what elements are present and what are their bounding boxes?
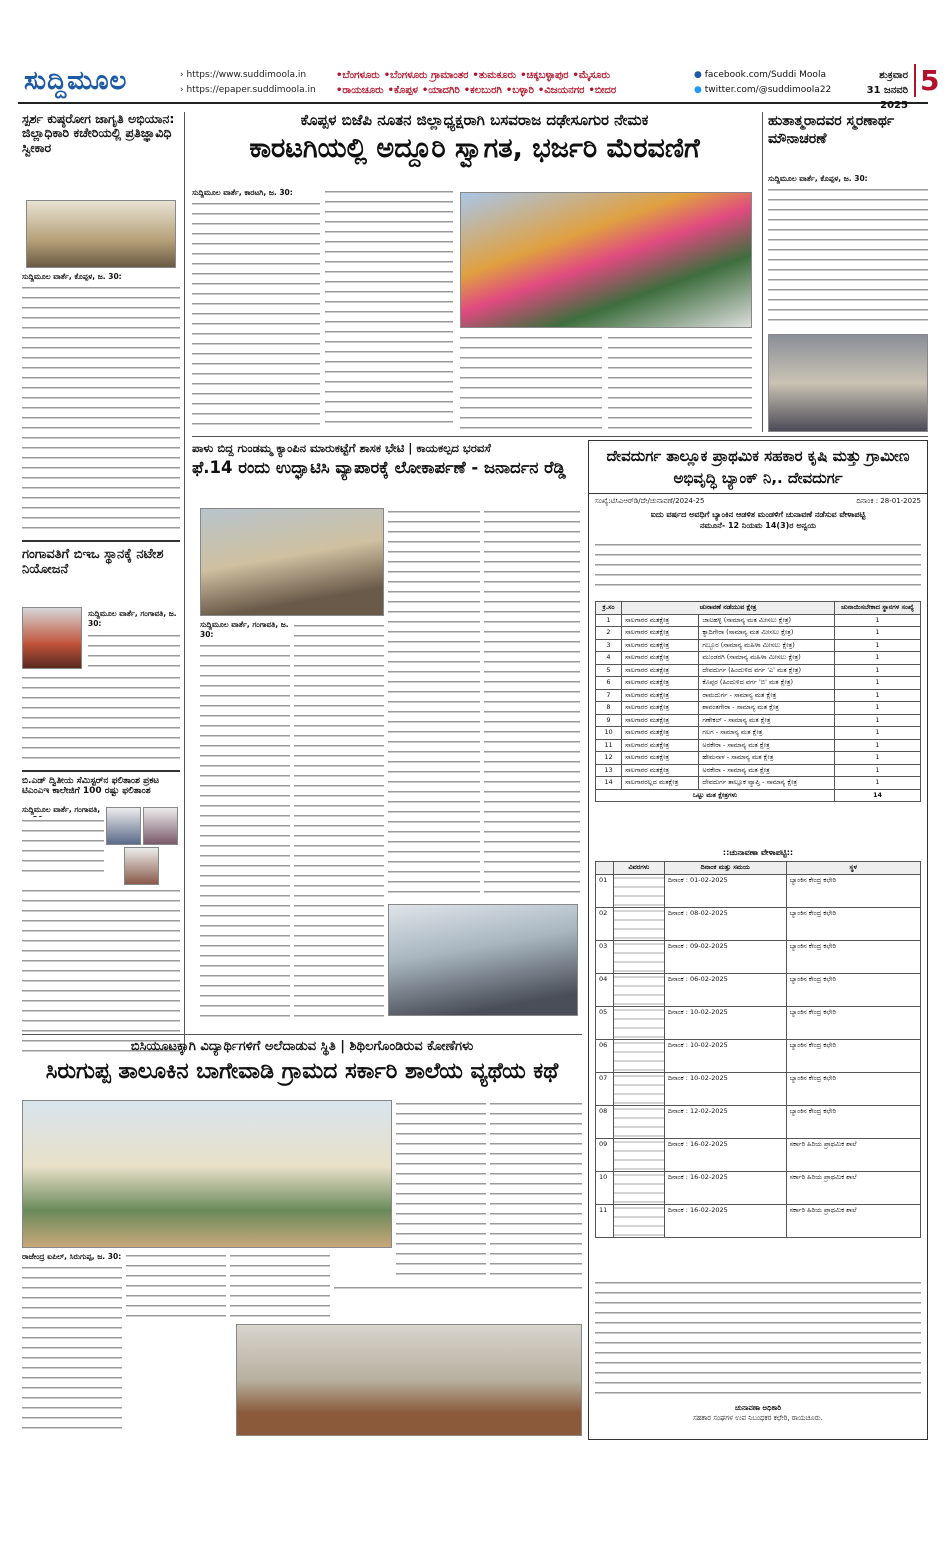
table-row — [596, 764, 921, 777]
total-value: 14 — [835, 789, 921, 802]
table-row — [596, 940, 921, 973]
table-cell: ಸರ್ಕಾರಿ ಹಿರಿಯ ಪ್ರಾಥಮಿಕ ಶಾಲೆ — [786, 1171, 920, 1204]
table-cell: ಸಾಲಗಾರರಲ್ಲದ ಮತಕ್ಷೇತ್ರ — [622, 777, 699, 790]
table-row — [596, 702, 921, 715]
table-cell: 1 — [835, 752, 921, 765]
table-cell: 11 — [596, 739, 622, 752]
middle-kicker[interactable]: ಪಾಳು ಬಿದ್ದ ಗುಂಡಮ್ಮ ಕ್ಯಾಂಪಿನ ಮಾರುಕಟ್ಟೆಗೆ ಶಾಸಕ ಭೇಟಿ | ಕಾಯಕಲ್ಪದ ಭರವಸೆ — [192, 442, 491, 455]
table-cell: 13 — [596, 764, 622, 777]
table-cell: ಸಾಲಗಾರರ ಮತಕ್ಷೇತ್ರ — [622, 739, 699, 752]
table-row — [596, 714, 921, 727]
table-header: ದಿನಾಂಕ ಮತ್ತು ಸಮಯ — [664, 862, 786, 875]
table-cell: ಗಣೇಕಲ್ - ಸಾಮಾನ್ಯ ಮತ ಕ್ಷೇತ್ರ — [699, 714, 835, 727]
table-cell: 09 — [596, 1138, 614, 1171]
table-cell: 1 — [835, 777, 921, 790]
story-body — [230, 1252, 330, 1322]
column-divider — [762, 112, 763, 432]
table-cell: ಜಾಲಹಳ್ಳಿ (ಸಾಮಾನ್ಯ ಮತ ಮೀಸಲು ಕ್ಷೇತ್ರ) — [699, 614, 835, 627]
notice-date: ದಿನಾಂಕ : 28-01-2025 — [856, 497, 921, 505]
story-body — [126, 1252, 226, 1322]
table-cell: ಸಾಲಗಾರರ ಮತಕ್ಷೇತ್ರ — [622, 627, 699, 640]
middle-headline[interactable]: ಫೆ.14 ರಂದು ಉದ್ಘಾಟಿಸಿ ವ್ಯಾಪಾರಕ್ಕೆ ಲೋಕಾರ್ಪಣೆ - ಜನಾರ್ದನ ರೆಡ್ಡಿ — [192, 458, 566, 478]
table-cell: ದಿನಾಂಕ : 10-02-2025 — [664, 1072, 786, 1105]
table-cell: ಬ್ಯಾಂಕಿನ ಕೇಂದ್ರ ಕಛೇರಿ — [786, 1006, 920, 1039]
column-divider — [184, 112, 185, 1052]
table-row — [596, 727, 921, 740]
table-cell: 1 — [835, 702, 921, 715]
facebook-icon: ● — [694, 70, 702, 80]
bottom-story — [22, 1040, 582, 1440]
table-cell: ದಿನಾಂಕ : 06-02-2025 — [664, 973, 786, 1006]
table-row — [596, 1171, 921, 1204]
signature-place: ಸಹಕಾರ ಸಂಘಗಳ ಉಪ ನಿಬಂಧಕರ ಕಛೇರಿ, ರಾಯಚೂರು. — [693, 1414, 823, 1422]
table-cell: 10 — [596, 727, 622, 740]
table-cell: 1 — [835, 764, 921, 777]
table-row — [596, 689, 921, 702]
table-cell: ಸಾಲಗಾರರ ಮತಕ್ಷೇತ್ರ — [622, 689, 699, 702]
market-inspection-photo[interactable] — [388, 904, 578, 1016]
table-row — [596, 752, 921, 765]
table-row — [596, 874, 921, 907]
table-cell: 1 — [835, 727, 921, 740]
table-header: ವಿವರಗಳು — [614, 862, 665, 875]
notice-ref: ಸಂಖ್ಯೆ:ಟಿಸಿಎಆರ್‌ಡಿ/ದೇ/ಚುನಾವಣೆ/2024-25 — [595, 497, 705, 505]
constituency-table — [595, 601, 921, 802]
election-notice — [588, 440, 928, 1440]
story-title[interactable]: ಹುತಾತ್ಮರಾದವರ ಸ್ಮರಣಾರ್ಥ ಮೌನಾಚರಣೆ — [768, 113, 895, 148]
table-cell: 11 — [596, 1204, 614, 1237]
section-divider — [22, 1034, 582, 1035]
table-cell: ಶಾವಂತಗೇರಾ - ಸಾಮಾನ್ಯ ಮತ ಕ್ಷೇತ್ರ — [699, 702, 835, 715]
table-cell: 07 — [596, 1072, 614, 1105]
table-cell: 1 — [835, 689, 921, 702]
table-header: ಚುನಾಯಿಸಬೇಕಾದ ಸ್ಥಾನಗಳ ಸಂಖ್ಯೆ — [835, 602, 921, 615]
table-cell: 1 — [835, 652, 921, 665]
table-cell: ಸಾಲಗಾರರ ಮತಕ್ಷೇತ್ರ — [622, 664, 699, 677]
table-row — [596, 1072, 921, 1105]
table-cell: 1 — [835, 677, 921, 690]
table-cell: 02 — [596, 907, 614, 940]
issue-date — [838, 68, 908, 113]
story-body — [325, 188, 453, 430]
twitter-icon: ● — [694, 85, 702, 95]
table-cell — [614, 1204, 665, 1237]
table-cell: 1 — [596, 614, 622, 627]
table-cell: 1 — [835, 639, 921, 652]
table-cell: 06 — [596, 1039, 614, 1072]
city-edition-link[interactable]: •ಯಾದಗಿರಿ — [421, 85, 460, 96]
signature-role: ಚುನಾವಣಾ ಅಧಿಕಾರಿ — [734, 1404, 782, 1412]
story-byline: ಸುದ್ದಿಮೂಲ ವಾರ್ತೆ, ಗಂಗಾವತಿ, — [22, 805, 101, 814]
table-row — [596, 627, 921, 640]
lead-kicker[interactable]: ಕೊಪ್ಪಳ ಬಿಜೆಪಿ ನೂತನ ಜಿಲ್ಲಾಧ್ಯಕ್ಷರಾಗಿ ಬಸವರಾಜ ದಢೇಸೂಗುರ ನೇಮಕ — [300, 112, 649, 129]
page-number: 5 — [914, 64, 939, 97]
table-cell: ಸಾಲಗಾರರ ಮತಕ್ಷೇತ್ರ — [622, 677, 699, 690]
table-cell — [614, 973, 665, 1006]
table-cell: 9 — [596, 714, 622, 727]
table-cell: 1 — [835, 739, 921, 752]
procession-photo[interactable] — [460, 192, 752, 328]
table-cell — [614, 1006, 665, 1039]
city-edition-link[interactable]: •ಬೆಂಗಳೂರು — [336, 70, 380, 81]
notice-signature — [593, 1403, 923, 1423]
table-cell: 2 — [596, 627, 622, 640]
story-byline: ರಾಜೇಂದ್ರ ಐಪಿಲ್, ಸಿರುಗುಪ್ಪ, ಜ. 30: — [22, 1252, 122, 1261]
tribute-photo[interactable] — [768, 334, 928, 432]
city-edition-link[interactable]: •ಕಲಬುರಗಿ — [463, 85, 502, 96]
table-cell: ಸಾಲಗಾರರ ಮತಕ್ಷೇತ್ರ — [622, 652, 699, 665]
twitter-link[interactable]: twitter.com/@suddimoola22 — [704, 85, 832, 95]
city-editions — [336, 68, 686, 98]
table-cell: ದೇವದುರ್ಗ (ಹಿಂದುಳಿದ ವರ್ಗ 'ಎ' ಮತ ಕ್ಷೇತ್ರ) — [699, 664, 835, 677]
lead-headline[interactable]: ಕಾರಟಗಿಯಲ್ಲಿ ಅದ್ದೂರಿ ಸ್ವಾಗತ, ಭರ್ಜರಿ ಮೆರವಣಿಗೆ — [249, 133, 700, 165]
table-cell: ಬ್ಯಾಂಕಿನ ಕೇಂದ್ರ ಕಛೇರಿ — [786, 1105, 920, 1138]
section-divider — [192, 436, 928, 437]
table-cell: 01 — [596, 874, 614, 907]
issue-date-text: 31 ಜನವರಿ 2025 — [866, 85, 908, 111]
story-byline: ಸುದ್ದಿಮೂಲ ವಾರ್ತೆ, ಗಂಗಾವತಿ, ಜ. 30: — [200, 620, 289, 639]
table-cell: 05 — [596, 1006, 614, 1039]
story-body — [88, 632, 180, 672]
notice-footnotes — [595, 1279, 921, 1397]
table-cell — [614, 940, 665, 973]
issue-day: ಶುಕ್ರವಾರ — [879, 70, 908, 81]
table-cell: ಗಲಗ - ಸಾಮಾನ್ಯ ಮತ ಕ್ಷೇತ್ರ — [699, 727, 835, 740]
story-body — [22, 1264, 122, 1436]
table-row — [596, 639, 921, 652]
table-cell: 03 — [596, 940, 614, 973]
student-photo[interactable] — [143, 807, 178, 845]
facebook-link[interactable]: facebook.com/Suddi Moola — [704, 70, 826, 80]
story-body — [22, 817, 104, 877]
story-body — [22, 284, 180, 532]
table-cell: ದಿನಾಂಕ : 16-02-2025 — [664, 1171, 786, 1204]
table-cell: ಸಾಲಗಾರರ ಮತಕ್ಷೇತ್ರ — [622, 714, 699, 727]
schedule-table — [595, 861, 921, 1238]
table-cell: ಸಾಲಗಾರರ ಮತಕ್ಷೇತ್ರ — [622, 639, 699, 652]
table-cell: ಬ್ಯಾಂಕಿನ ಕೇಂದ್ರ ಕಛೇರಿ — [786, 907, 920, 940]
table-cell: ಬ್ಯಾಂಕಿನ ಕೇಂದ್ರ ಕಛೇರಿ — [786, 940, 920, 973]
person-photo[interactable] — [22, 607, 82, 669]
table-cell: 14 — [596, 777, 622, 790]
market-visit-photo[interactable] — [200, 508, 384, 616]
story-body — [768, 186, 928, 326]
table-cell: ದಿನಾಂಕ : 10-02-2025 — [664, 1006, 786, 1039]
story-body — [484, 508, 580, 900]
story-body — [334, 1284, 582, 1296]
story-title[interactable]: ಗಂಗಾವತಿಗೆ ಬಿಇಒ ಸ್ಥಾನಕ್ಕೆ ನಟೇಶ ನಿಯೋಜನೆ — [22, 540, 180, 578]
city-edition-link[interactable]: •ಬಳ್ಳಾರಿ — [505, 85, 534, 96]
story-byline: ಸುದ್ದಿಮೂಲ ವಾರ್ತೆ, ಕೊಪ್ಪಳ, ಜ. 30: — [22, 272, 122, 281]
table-cell: ಸಾಲಗಾರರ ಮತಕ್ಷೇತ್ರ — [622, 764, 699, 777]
table-row — [596, 1006, 921, 1039]
table-cell: ಬ್ಯಾಂಕಿನ ಕೇಂದ್ರ ಕಛೇರಿ — [786, 1039, 920, 1072]
table-header: ಚುನಾವಣೆ ನಡೆಯುವ ಕ್ಷೇತ್ರ — [622, 602, 835, 615]
social-links — [694, 68, 831, 98]
story-byline: ಸುದ್ದಿಮೂಲ ವಾರ್ತೆ, ಕೊಪ್ಪಳ, ಜ. 30: — [768, 174, 868, 183]
table-cell: ಕ್ಯಾದಿಗೇರಾ (ಸಾಮಾನ್ಯ ಮತ ಮೀಸಲು ಕ್ಷೇತ್ರ) — [699, 627, 835, 640]
story-body — [22, 674, 180, 766]
table-cell: 7 — [596, 689, 622, 702]
story-body — [396, 1100, 486, 1278]
table-cell: 4 — [596, 652, 622, 665]
newspaper-logo[interactable]: ಸುದ್ದಿಮೂಲ — [24, 66, 128, 96]
table-cell — [614, 1171, 665, 1204]
notice-subtitle: ಐದು ವರ್ಷದ ಅವಧಿಗೆ ಬ್ಯಾಂಕಿನ ಆಡಳಿತ ಮಂಡಳಿಗೆ ಚುನಾವಣೆ ನಡೆಸುವ ವೇಳಾಪಟ್ಟಿ — [650, 510, 866, 519]
story-body — [22, 887, 180, 1055]
masthead — [18, 62, 940, 111]
table-row — [596, 739, 921, 752]
left-column — [22, 112, 180, 1122]
city-edition-link[interactable]: •ಬೀದರ — [588, 85, 617, 96]
table-cell: 1 — [835, 714, 921, 727]
table-cell: ಅರಕೇರಾ - ಸಾಮಾನ್ಯ ಮತ ಕ್ಷೇತ್ರ — [699, 764, 835, 777]
story-body — [608, 334, 752, 430]
table-cell: 04 — [596, 973, 614, 1006]
city-edition-link[interactable]: •ರಾಯಚೂರು — [336, 85, 384, 96]
table-header: ಕ್ರ.ಸಂ — [596, 602, 622, 615]
city-edition-link[interactable]: •ಕೊಪ್ಪಳ — [387, 85, 418, 96]
middle-story — [192, 442, 582, 1032]
table-row — [596, 777, 921, 790]
table-cell: 3 — [596, 639, 622, 652]
table-row — [596, 1039, 921, 1072]
table-cell: ಬ್ಯಾಂಕಿನ ಕೇಂದ್ರ ಕಛೇರಿ — [786, 973, 920, 1006]
table-header — [596, 862, 614, 875]
table-cell: ಸಾಲಗಾರರ ಮತಕ್ಷೇತ್ರ — [622, 752, 699, 765]
table-cell: ಸಾಲಗಾರರ ಮತಕ್ಷೇತ್ರ — [622, 727, 699, 740]
table-cell — [614, 1039, 665, 1072]
lead-story — [192, 112, 757, 432]
story-body — [294, 622, 384, 1022]
right-story — [768, 112, 928, 432]
city-edition-link[interactable]: •ವಿಜಯನಗರ — [537, 85, 585, 96]
table-cell: ಬ್ಯಾಂಕಿನ ಕೇಂದ್ರ ಕಛೇರಿ — [786, 874, 920, 907]
table-cell — [614, 907, 665, 940]
table-cell: ರಾಮದುರ್ಗ - ಸಾಮಾನ್ಯ ಮತ ಕ್ಷೇತ್ರ — [699, 689, 835, 702]
table-cell: ಮುಂಡರಗಿ (ಸಾಮಾನ್ಯ ಮಹಿಳಾ ಮೀಸಲು ಕ್ಷೇತ್ರ) — [699, 652, 835, 665]
table-row — [596, 1204, 921, 1237]
bottom-headline[interactable]: ಸಿರುಗುಪ್ಪ ತಾಲೂಕಿನ ಬಾಗೇವಾಡಿ ಗ್ರಾಮದ ಸರ್ಕಾರಿ ಶಾಲೆಯ ವ್ಯಥೆಯ ಕಥೆ — [45, 1058, 559, 1084]
student-photo[interactable] — [124, 847, 159, 885]
notice-body — [595, 541, 921, 593]
table-row — [596, 1105, 921, 1138]
table-cell: ದಿನಾಂಕ : 08-02-2025 — [664, 907, 786, 940]
table-cell: ಬ್ಯಾಂಕಿನ ಕೇಂದ್ರ ಕಛೇರಿ — [786, 1072, 920, 1105]
table-row — [596, 614, 921, 627]
table-cell: ದಿನಾಂಕ : 16-02-2025 — [664, 1138, 786, 1171]
table-cell — [614, 1072, 665, 1105]
table-row — [596, 652, 921, 665]
story-body — [460, 334, 602, 430]
table-cell — [614, 874, 665, 907]
website-links: › https://www.suddimoola.in › https://epaper.suddimoola.in — [180, 70, 316, 95]
table-cell: ಹೇಮನಾಳ - ಸಾಮಾನ್ಯ ಮತ ಕ್ಷೇತ್ರ — [699, 752, 835, 765]
story-body — [200, 642, 290, 1022]
schedule-title: ::ಚುನಾವಣಾ ವೇಳಾಪಟ್ಟಿ:: — [722, 848, 794, 857]
story-title[interactable]: ಸ್ಪರ್ಶ ಕುಷ್ಠರೋಗ ಜಾಗೃತಿ ಅಭಿಯಾನ: ಜಿಲ್ಲಾಧಿಕಾರಿ ಕಚೇರಿಯಲ್ಲಿ ಪ್ರತಿಜ್ಞಾವಿಧಿ ಸ್ವೀಕಾರ — [22, 112, 175, 155]
table-cell: 1 — [835, 614, 921, 627]
table-cell: ಗಬ್ಬೂರ (ಸಾಮಾನ್ಯ ಮಹಿಳಾ ಮೀಸಲು ಕ್ಷೇತ್ರ) — [699, 639, 835, 652]
story-photo[interactable] — [26, 200, 176, 268]
table-cell: ದಿನಾಂಕ : 12-02-2025 — [664, 1105, 786, 1138]
table-cell: 1 — [835, 664, 921, 677]
table-cell: ಸರ್ಕಾರಿ ಹಿರಿಯ ಪ್ರಾಥಮಿಕ ಶಾಲೆ — [786, 1138, 920, 1171]
table-row — [596, 664, 921, 677]
table-cell: 5 — [596, 664, 622, 677]
website-link[interactable]: https://www.suddimoola.in — [186, 70, 307, 80]
table-row — [596, 907, 921, 940]
table-cell: ದಿನಾಂಕ : 09-02-2025 — [664, 940, 786, 973]
school-photo[interactable] — [22, 1100, 392, 1248]
table-cell: ದಿನಾಂಕ : 16-02-2025 — [664, 1204, 786, 1237]
table-cell: ಕೊಪ್ಪರ (ಹಿಂದುಳಿದ ವರ್ಗ 'ಬಿ' ಮತ ಕ್ಷೇತ್ರ) — [699, 677, 835, 690]
notice-form: ನಮೂನೆ- 12 ನಿಯಮ 14(3)ರ ಅನ್ವಯ — [699, 521, 817, 530]
table-cell — [614, 1138, 665, 1171]
city-edition-link[interactable]: •ತುಮಕೂರು — [472, 70, 517, 81]
bottom-kicker[interactable]: ಬಿಸಿಯೂಟಕ್ಕಾಗಿ ವಿದ್ಯಾರ್ಥಿಗಳಿಗೆ ಅಲೆದಾಡುವ ಸ್ಥಿತಿ | ಶಿಥಿಲಗೊಂಡಿರುವ ಕೋಣೆಗಳು — [130, 1040, 474, 1054]
table-row — [596, 677, 921, 690]
city-edition-link[interactable]: •ಚಿಕ್ಕಬಳ್ಳಾಪುರ — [520, 70, 569, 81]
table-cell: ಸಾಲಗಾರರ ಮತಕ್ಷೇತ್ರ — [622, 702, 699, 715]
classroom-photo[interactable] — [236, 1324, 582, 1436]
story-body — [490, 1100, 582, 1278]
student-photo[interactable] — [106, 807, 141, 845]
table-cell — [614, 1105, 665, 1138]
table-cell: 1 — [835, 627, 921, 640]
city-edition-link[interactable]: •ಬೆಂಗಳೂರು ಗ್ರಾಮಾಂತರ — [383, 70, 469, 81]
table-cell: 10 — [596, 1171, 614, 1204]
story-title[interactable]: ಬಿ.ಎಡ್ ದ್ವಿತೀಯ ಸೆಮಿಸ್ಟರ್‌ನ ಫಲಿತಾಂಶ ಪ್ರಕಟ ಟಿಎಂಎಇ ಕಾಲೇಜಿಗೆ 100 ರಷ್ಟು ಫಲಿತಾಂಶ — [22, 770, 180, 797]
table-cell: ದೇವದುರ್ಗ ತಾಲ್ಲೂಕ ವ್ಯಾಪ್ತಿ - ಸಾಮಾನ್ಯ ಕ್ಷೇತ್ರ — [699, 777, 835, 790]
epaper-link[interactable]: https://epaper.suddimoola.in — [186, 85, 316, 95]
table-cell: 6 — [596, 677, 622, 690]
story-byline: ಸುದ್ದಿಮೂಲ ವಾರ್ತೆ, ಗಂಗಾವತಿ, ಜ. 30: — [88, 609, 177, 628]
total-label: ಒಟ್ಟು ಮತ ಕ್ಷೇತ್ರಗಳು — [596, 789, 835, 802]
table-cell: ಅರಕೇರಾ - ಸಾಮಾನ್ಯ ಮತ ಕ್ಷೇತ್ರ — [699, 739, 835, 752]
table-header: ಸ್ಥಳ — [786, 862, 920, 875]
table-cell: 08 — [596, 1105, 614, 1138]
table-cell: ಸರ್ಕಾರಿ ಹಿರಿಯ ಪ್ರಾಥಮಿಕ ಶಾಲೆ — [786, 1204, 920, 1237]
table-cell: 8 — [596, 702, 622, 715]
story-body — [192, 200, 320, 430]
story-byline: ಸುದ್ದಿಮೂಲ ವಾರ್ತೆ, ಕಾರಟಗಿ, ಜ. 30: — [192, 188, 293, 197]
notice-title[interactable]: ದೇವದುರ್ಗ ತಾಲ್ಲೂಕ ಪ್ರಾಥಮಿಕ ಸಹಕಾರ ಕೃಷಿ ಮತ್ತು ಗ್ರಾಮೀಣ ಅಭಿವೃದ್ಧಿ ಬ್ಯಾಂಕ್ ನಿ,. ದೇವದುರ್ಗ — [589, 441, 927, 494]
table-cell: 12 — [596, 752, 622, 765]
table-cell: ಸಾಲಗಾರರ ಮತಕ್ಷೇತ್ರ — [622, 614, 699, 627]
table-row — [596, 973, 921, 1006]
city-edition-link[interactable]: •ಮೈಸೂರು — [572, 70, 611, 81]
table-cell: ದಿನಾಂಕ : 10-02-2025 — [664, 1039, 786, 1072]
table-row — [596, 1138, 921, 1171]
table-cell: ದಿನಾಂಕ : 01-02-2025 — [664, 874, 786, 907]
story-body — [388, 508, 480, 900]
